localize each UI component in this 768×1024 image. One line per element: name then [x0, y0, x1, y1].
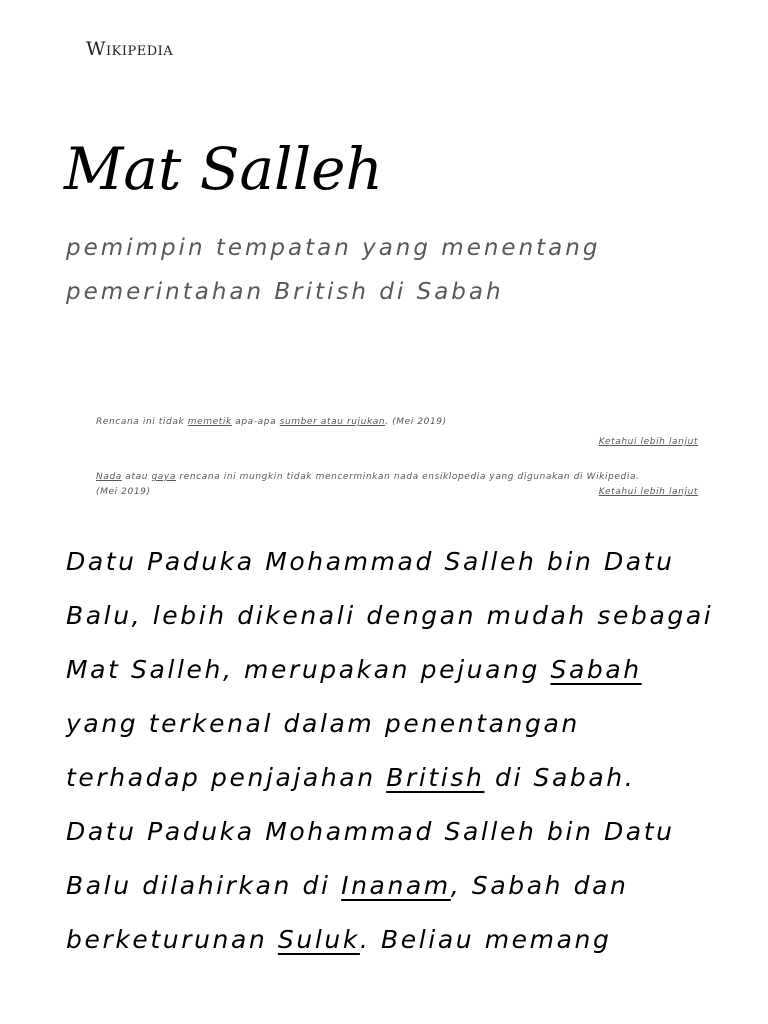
learn-more-link[interactable]: Ketahui lebih lanjut: [598, 437, 698, 447]
notice-text: [96, 470, 698, 485]
notice-link-style[interactable]: gaya: [151, 472, 176, 482]
notice-text-middle: atau: [121, 472, 152, 482]
notice-text-before: Rencana ini tidak: [96, 417, 188, 427]
wikipedia-logo[interactable]: Wikipedia: [86, 38, 174, 60]
notice-text-after: rencana ini mungkin tidak mencerminkan nada ensiklopedia yang digunakan di Wikipedia.: [175, 472, 640, 482]
link-suluk[interactable]: Suluk: [277, 925, 360, 954]
notice-text-after: . (Mei 2019): [385, 417, 447, 427]
link-inanam[interactable]: Inanam: [341, 871, 451, 900]
notice-text: [96, 415, 698, 430]
page-title: Mat Salleh: [64, 135, 383, 203]
notice-link-tone[interactable]: Nada: [96, 472, 122, 482]
notice-tone: [96, 470, 698, 500]
notice-no-citations: [96, 415, 698, 450]
body-text-segment: di Sabah. Datu Paduka Mohammad Salleh bin Datu Balu dilahirkan di: [66, 763, 675, 900]
page-subtitle: pemimpin tempatan yang menentang pemerintahan British di Sabah: [66, 235, 601, 305]
body-text-segment: Datu Paduka Mohammad Salleh bin Datu Balu, lebih dikenali dengan mudah sebagai Mat Salleh, merupakan pejuang: [66, 547, 714, 684]
notice-link-cite[interactable]: memetik: [187, 417, 232, 427]
body-text-segment: yang terkenal dalam penentangan terhadap penjajahan: [66, 709, 580, 792]
link-sabah[interactable]: Sabah: [550, 655, 642, 684]
body-text-segment: , Sabah dan berketurunan: [66, 871, 629, 954]
body-text-segment: . Beliau memang: [359, 925, 612, 954]
learn-more-link[interactable]: Ketahui lebih lanjut: [598, 487, 698, 497]
notice-link-sources[interactable]: sumber atau rujukan: [279, 417, 386, 427]
article-body: [66, 535, 716, 967]
notice-text-middle: apa-apa: [231, 417, 280, 427]
link-british[interactable]: British: [386, 763, 485, 792]
notice-date: (Mei 2019): [96, 487, 151, 497]
